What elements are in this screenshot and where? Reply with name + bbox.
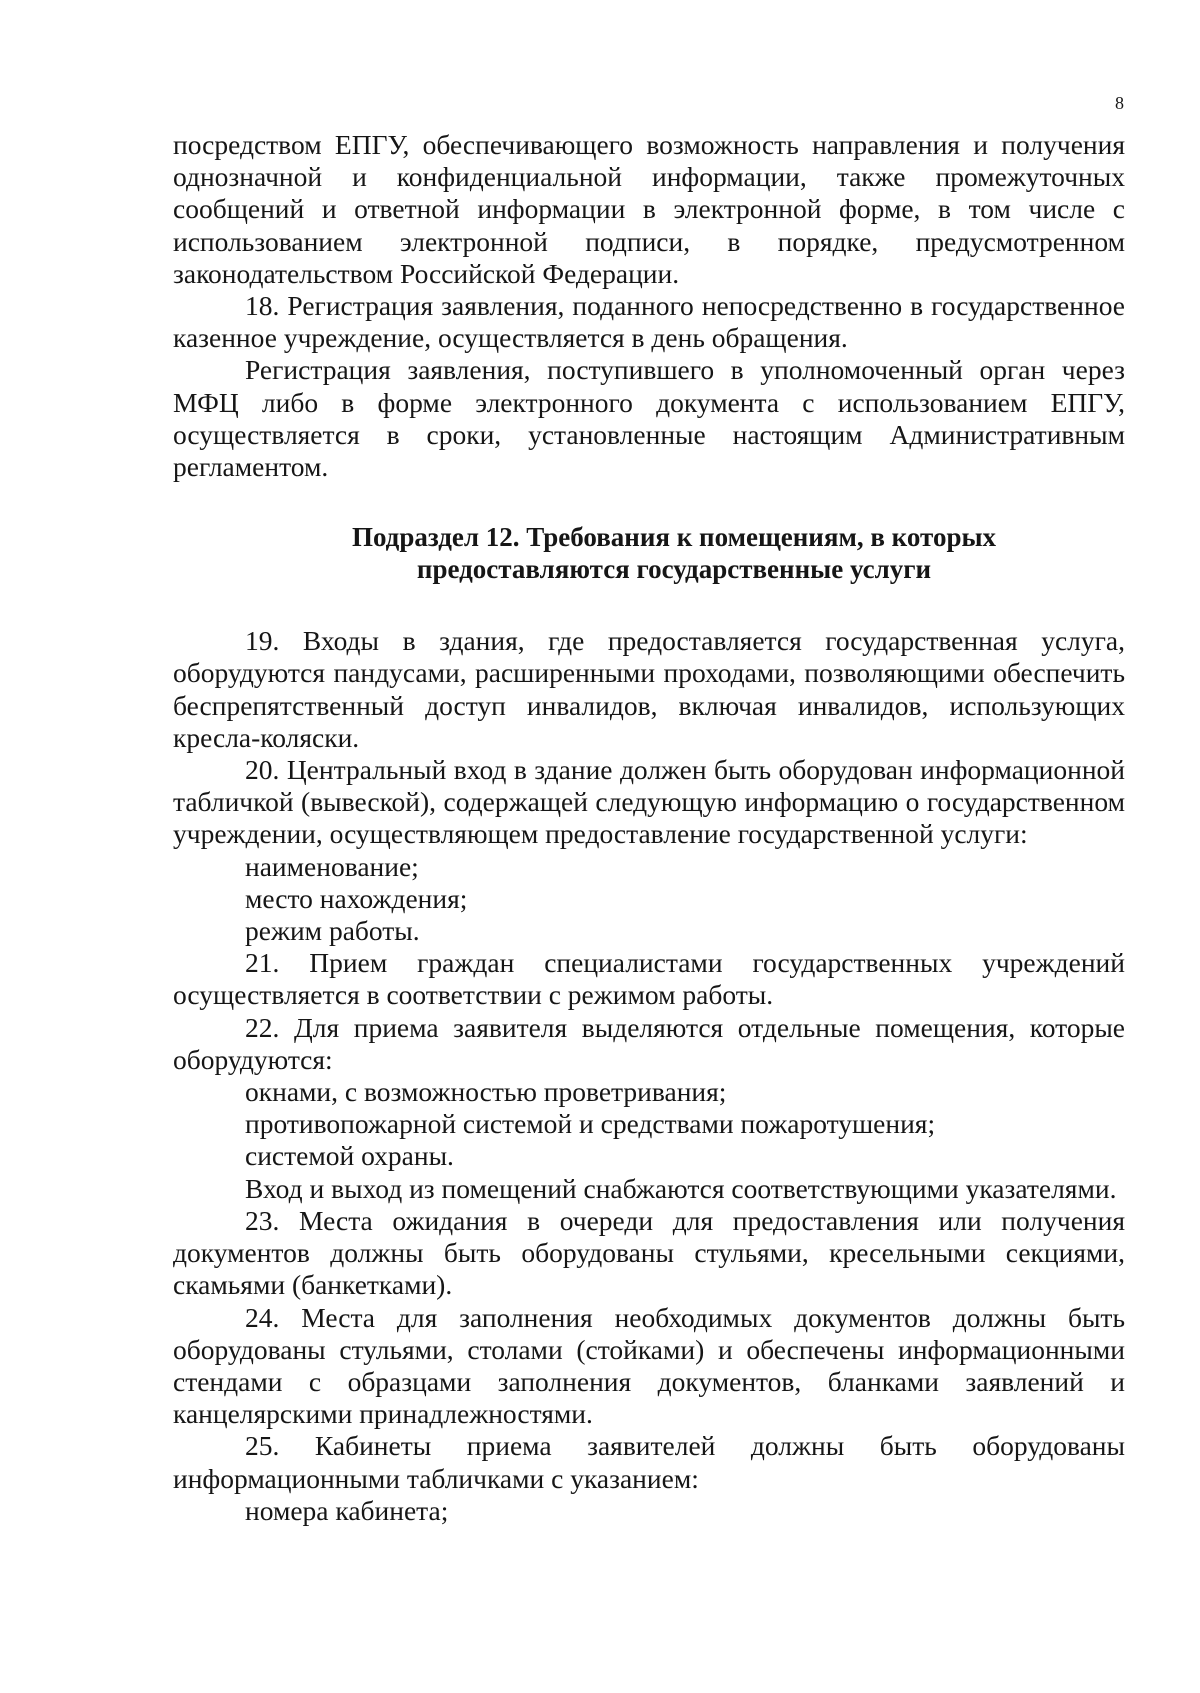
list-item: режим работы. <box>245 915 420 947</box>
paragraph-item-20: 20. Центральный вход в здание должен быть оборудован информационной табличкой (вывеской), содержащей следующую информацию о государственном учреждении, осуществляющем предоставление государственной услуги: <box>173 754 1125 850</box>
paragraph: Вход и выход из помещений снабжаются соответствующими указателями. <box>245 1172 1117 1204</box>
list-item: системой охраны. <box>245 1140 454 1172</box>
list-item: номера кабинета; <box>245 1494 449 1526</box>
list-item: место нахождения; <box>245 882 468 914</box>
section-heading-line: предоставляются государственные услуги <box>416 554 932 585</box>
paragraph-item-18: 18. Регистрация заявления, поданного непосредственно в государственное казенное учреждение, осуществляется в день обращения. <box>173 290 1125 354</box>
list-item: окнами, с возможностью проветривания; <box>245 1076 727 1108</box>
paragraph-item-19: 19. Входы в здания, где предоставляется государственная услуга, оборудуются пандусами, расширенными проходами, позволяющими обеспечить беспрепятственный доступ инвалидов, включая инвалидов, использующих кресла-коляски. <box>173 625 1125 753</box>
paragraph-item-24: 24. Места для заполнения необходимых документов должны быть оборудованы стульями, столами (стойками) и обеспечены информационными стендами с образцами заполнения документов, бланками заявлений и канцелярскими принадлежностями. <box>173 1301 1125 1430</box>
paragraph-item-21: 21. Прием граждан специалистами государственных учреждений осуществляется в соответствии с режимом работы. <box>173 947 1125 1011</box>
section-heading <box>173 521 1125 585</box>
paragraph-item-22: 22. Для приема заявителя выделяются отдельные помещения, которые оборудуются: <box>173 1011 1125 1075</box>
page-number: 8 <box>1115 93 1124 113</box>
paragraph: посредством ЕПГУ, обеспечивающего возможность направления и получения однозначной и конфиденциальной информации, также промежуточных сообщений и ответной информации в электронной форме, в том числе с использованием электронной подписи, в порядке, предусмотренном законодательством Российской Федерации. <box>173 129 1125 289</box>
paragraph: Регистрация заявления, поступившего в уполномоченный орган через МФЦ либо в форме электронного документа с использованием ЕПГУ, осуществляется в сроки, установленные настоящим Административным регламентом. <box>173 354 1125 483</box>
list-item: противопожарной системой и средствами пожаротушения; <box>245 1108 936 1140</box>
list-item: наименование; <box>245 850 419 882</box>
document-body <box>173 129 1125 1527</box>
paragraph-item-23: 23. Места ожидания в очереди для предоставления или получения документов должны быть оборудованы стульями, кресельными секциями, скамьями (банкетками). <box>173 1204 1125 1301</box>
section-heading-line: Подраздел 12. Требования к помещениям, в которых <box>351 522 997 553</box>
paragraph-item-25: 25. Кабинеты приема заявителей должны быть оборудованы информационными табличками с указанием: <box>173 1430 1125 1494</box>
